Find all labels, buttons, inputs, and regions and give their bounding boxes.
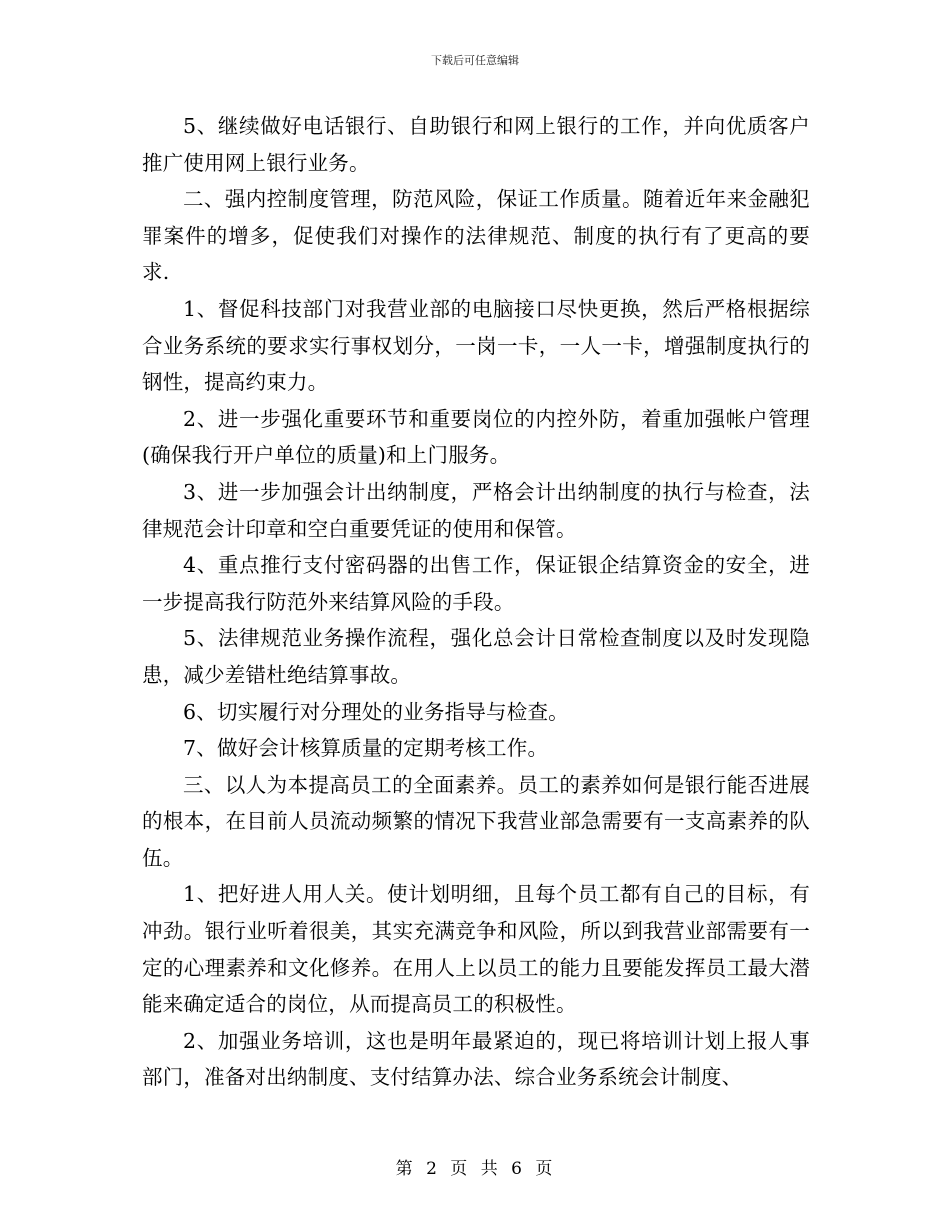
paragraph: 4、重点推行支付密码器的出售工作，保证银企结算资金的安全，进一步提高我行防范外来结算风险的手段。 [142,553,810,614]
paragraph: 1、把好进人用人关。使计划明细，且每个员工都有自己的目标，有冲劲。银行业听着很美，其实充满竞争和风险，所以到我营业部需要有一定的心理素养和文化修养。在用人上以员工的能力且要能发挥员工最大潜能来确定适合的岗位，从而提高员工的积极性。 [142,882,810,1017]
paragraph: 6、切实履行对分理处的业务指导与检查。 [183,699,569,724]
paragraph: 3、进一步加强会计出纳制度，严格会计出纳制度的执行与检查，法律规范会计印章和空白重要凭证的使用和保管。 [142,479,810,541]
paragraph: 5、继续做好电话银行、自助银行和网上银行的工作，并向优质客户推广使用网上银行业务。 [142,114,810,175]
paragraph: 5、法律规范业务操作流程，强化总会计日常检查制度以及时发现隐患，减少差错杜绝结算事故。 [142,626,810,687]
paragraph: 二、强内控制度管理，防范风险，保证工作质量。随着近年来金融犯罪案件的增多，促使我们对操作的法律规范、制度的执行有了更高的要求. [142,187,810,285]
paragraph: 7、做好会计核算质量的定期考核工作。 [183,736,549,761]
document-body [142,108,810,1096]
page-header: 下载后可任意编辑 [431,54,519,67]
paragraph: 2、进一步强化重要环节和重要岗位的内控外防，着重加强帐户管理(确保我行开户单位的质量)和上门服务。 [142,406,810,468]
paragraph: 2、加强业务培训，这也是明年最紧迫的，现已将培训计划上报人事部门，准备对出纳制度、支付结算办法、综合业务系统会计制度、 [142,1028,810,1090]
paragraph: 三、以人为本提高员工的全面素养。员工的素养如何是银行能否进展的根本，在目前人员流动频繁的情况下我营业部急需要有一支高素养的队伍。 [142,772,810,870]
page-footer: 第 2 页 共 6 页 [395,1159,555,1179]
paragraph: 1、督促科技部门对我营业部的电脑接口尽快更换，然后严格根据综合业务系统的要求实行事权划分，一岗一卡，一人一卡，增强制度执行的钢性，提高约束力。 [142,296,810,395]
